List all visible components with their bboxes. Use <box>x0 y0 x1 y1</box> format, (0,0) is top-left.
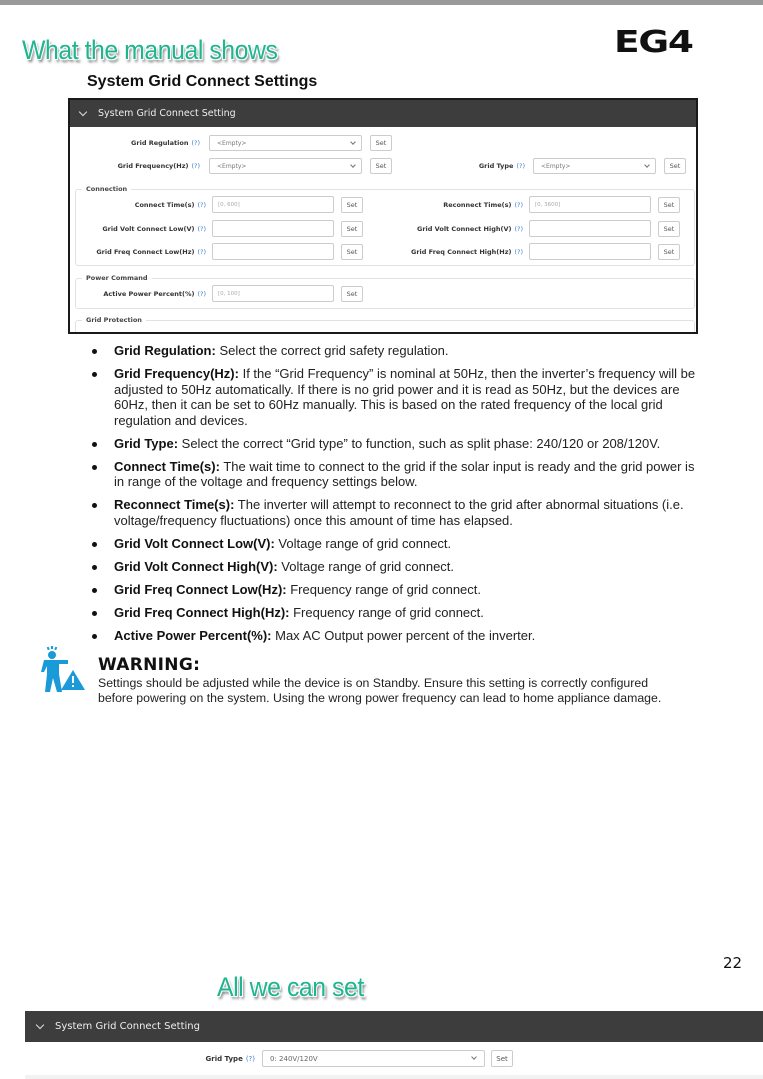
grid-frequency-row <box>70 158 392 174</box>
freq-high-set-button[interactable]: Set <box>658 244 680 260</box>
freq-high-input[interactable] <box>529 243 651 260</box>
grid-regulation-row <box>70 135 392 151</box>
volt-low-input[interactable] <box>212 220 334 237</box>
freq-high-row <box>410 243 680 260</box>
page-number: 22 <box>723 954 743 972</box>
warning-person-icon <box>40 646 86 694</box>
panel-header-title: System Grid Connect Setting <box>98 108 236 119</box>
freq-low-label: Grid Freq Connect Low(Hz) (?) <box>96 247 206 256</box>
eg4-logo: EG4 <box>614 25 693 60</box>
help-link[interactable]: (?) <box>514 224 523 233</box>
volt-high-label: Grid Volt Connect High(V) (?) <box>417 224 523 233</box>
page-top-bar <box>0 0 763 5</box>
live-grid-type-set-button[interactable]: Set <box>491 1050 513 1067</box>
help-link[interactable]: (?) <box>197 224 206 233</box>
chevron-down-icon <box>350 139 356 145</box>
help-link[interactable]: (?) <box>516 162 525 170</box>
grid-type-row <box>410 158 686 174</box>
grid-frequency-label: Grid Frequency(Hz) (?) <box>117 162 200 170</box>
annotation-all-we-can-set: All we can set <box>217 972 364 1002</box>
reconnect-time-input[interactable]: [0, 3600] <box>529 196 651 213</box>
freq-low-input[interactable] <box>212 243 334 260</box>
connection-legend: Connection <box>82 185 131 193</box>
grid-protection-legend: Grid Protection <box>82 316 146 324</box>
help-link[interactable]: (?) <box>197 289 206 298</box>
list-item: Grid Freq Connect High(Hz): Frequency range of grid connect. <box>90 605 700 621</box>
help-link[interactable]: (?) <box>197 200 206 209</box>
active-power-label: Active Power Percent(%) (?) <box>103 289 206 298</box>
live-panel-footer <box>25 1075 763 1079</box>
freq-high-label: Grid Freq Connect High(Hz) (?) <box>410 247 523 256</box>
list-item: Grid Regulation: Select the correct grid safety regulation. <box>90 343 700 359</box>
reconnect-time-set-button[interactable]: Set <box>658 197 680 213</box>
list-item: Reconnect Time(s): The inverter will attempt to reconnect to the grid after abnormal situations (i.e. voltage/frequency fluctuations) once this amount of time has elapsed. <box>90 497 700 528</box>
list-item: Grid Volt Connect Low(V): Voltage range of grid connect. <box>90 536 700 552</box>
chevron-down-icon <box>644 162 650 168</box>
list-item: Grid Frequency(Hz): If the “Grid Frequency” is nominal at 50Hz, then the inverter’s frequency will be adjusted to 50Hz automatically. If there is no grid power and it is read as 50Hz, but the devices are 60Hz, then it can be set to 60Hz manually. This is based on the rated frequency of the local grid regulation and devices. <box>90 366 700 428</box>
connect-time-input[interactable]: [0, 600] <box>212 196 334 213</box>
help-link[interactable]: (?) <box>514 247 523 256</box>
help-link[interactable]: (?) <box>197 247 206 256</box>
help-link[interactable]: (?) <box>514 200 523 209</box>
connect-time-row <box>70 196 363 213</box>
list-item: Grid Type: Select the correct “Grid type” to function, such as split phase: 240/120 or 208/120V. <box>90 436 700 452</box>
live-grid-type-select[interactable]: 0: 240V/120V <box>262 1050 485 1067</box>
grid-type-select[interactable]: <Empty> <box>533 158 656 174</box>
grid-type-label: Grid Type (?) <box>478 162 525 170</box>
chevron-down-icon[interactable] <box>36 1020 44 1028</box>
list-item: Grid Volt Connect High(V): Voltage range of grid connect. <box>90 559 700 575</box>
grid-protection-fieldset <box>75 316 695 334</box>
live-settings-panel <box>25 1042 763 1079</box>
volt-high-input[interactable] <box>529 220 651 237</box>
connect-time-set-button[interactable]: Set <box>341 197 363 213</box>
manual-settings-panel <box>68 98 698 334</box>
volt-low-row <box>70 220 363 237</box>
grid-regulation-label: Grid Regulation (?) <box>131 139 200 147</box>
active-power-input[interactable]: [0, 100] <box>212 285 334 302</box>
warning-text: Settings should be adjusted while the device is on Standby. Ensure this setting is correctly configured before powering on the system. Using the wrong power frequency can lead to home appliance damage. <box>98 676 662 705</box>
list-item: Active Power Percent(%): Max AC Output power percent of the inverter. <box>90 628 700 644</box>
connect-time-label: Connect Time(s) (?) <box>134 200 206 209</box>
grid-regulation-select[interactable]: <Empty> <box>209 135 362 151</box>
annotation-manual-shows: What the manual shows <box>22 35 278 65</box>
live-panel-header[interactable] <box>25 1011 763 1042</box>
reconnect-time-label: Reconnect Time(s) (?) <box>443 200 523 209</box>
grid-regulation-set-button[interactable]: Set <box>370 135 392 151</box>
help-link[interactable]: (?) <box>191 162 200 170</box>
active-power-set-button[interactable]: Set <box>341 286 363 302</box>
list-item: Connect Time(s): The wait time to connect to the grid if the solar input is ready and the grid power is in range of the voltage and frequency settings below. <box>90 459 700 490</box>
help-link[interactable]: (?) <box>191 139 200 147</box>
grid-type-set-button[interactable]: Set <box>664 158 686 174</box>
list-item: Grid Freq Connect Low(Hz): Frequency range of grid connect. <box>90 582 700 598</box>
warning-title: WARNING: <box>98 655 201 675</box>
freq-low-row <box>70 243 363 260</box>
grid-frequency-set-button[interactable]: Set <box>370 158 392 174</box>
volt-high-set-button[interactable]: Set <box>658 221 680 237</box>
chevron-down-icon <box>350 162 356 168</box>
volt-high-row <box>410 220 680 237</box>
section-title: System Grid Connect Settings <box>87 73 318 90</box>
live-panel-title: System Grid Connect Setting <box>55 1021 200 1032</box>
panel-header[interactable] <box>70 100 696 127</box>
active-power-row <box>70 285 363 302</box>
freq-low-set-button[interactable]: Set <box>341 244 363 260</box>
reconnect-time-row <box>410 196 680 213</box>
volt-low-label: Grid Volt Connect Low(V) (?) <box>102 224 206 233</box>
live-grid-type-row <box>25 1050 513 1067</box>
grid-frequency-select[interactable]: <Empty> <box>209 158 362 174</box>
settings-description-list <box>90 343 700 651</box>
chevron-down-icon[interactable] <box>79 107 87 115</box>
volt-low-set-button[interactable]: Set <box>341 221 363 237</box>
help-link[interactable]: (?) <box>245 1054 255 1063</box>
chevron-down-icon <box>471 1054 477 1060</box>
power-command-legend: Power Command <box>82 274 152 282</box>
live-grid-type-label: Grid Type (?) <box>205 1054 255 1063</box>
